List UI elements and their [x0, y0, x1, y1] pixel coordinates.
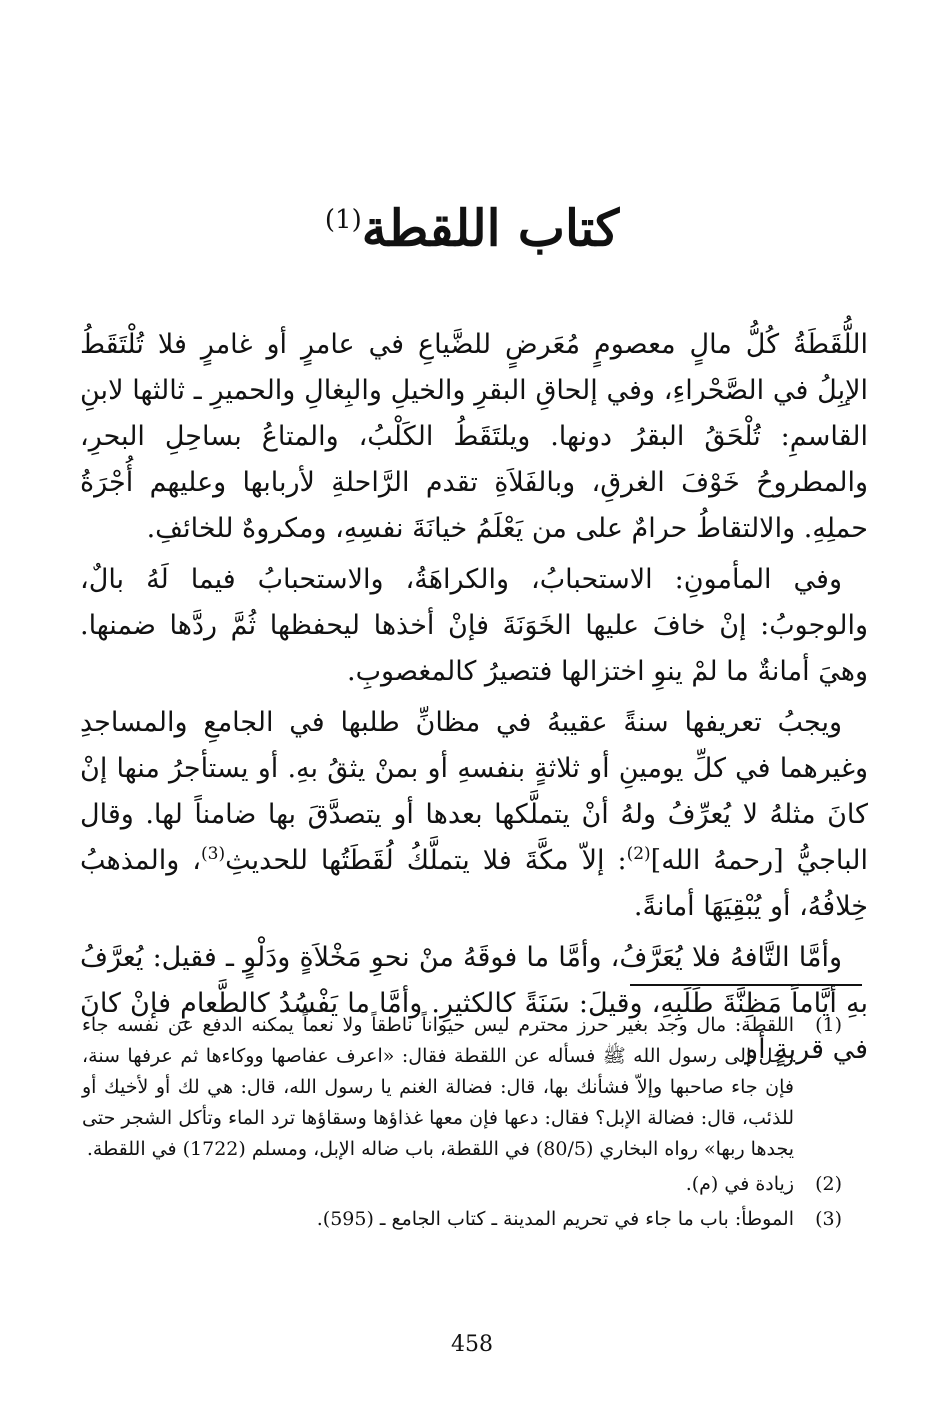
footnote-item — [82, 1204, 842, 1235]
paragraph-text-end: ، والمذهبُ خِلافُهُ، أو يُبْقِيَهَا أمانةً. — [80, 845, 868, 922]
footnote-text: الموطأ: باب ما جاء في تحريم المدينة ـ كتاب الجامع ـ (595). — [316, 1208, 794, 1230]
footnote-number: (3) — [815, 1208, 842, 1230]
footnote-item — [82, 1169, 842, 1200]
footnotes — [82, 1010, 842, 1239]
chapter-title-text: كتاب اللقطة — [361, 198, 620, 258]
paragraph-text: اللُّقَطَةُ كُلُّ مالٍ معصومٍ مُعَرضٍ للضَّياعِ في عامرٍ أو غامرٍ فلا تُلْتَقَطُ الإبِلُ في الصَّحْراءِ، وفي إلحاقِ البقرِ والخيلِ والبِغالِ والحميرِ ـ ثالثها لابنِ القاسمِ: تُلْحَقُ البقرُ دونها. ويلتَقَطُ الكَلْبُ، والمتاعُ بساحِلِ البحرِ، والمطروحُ خَوْفَ الغرقِ، وبالفَلاَةِ تقدم الرَّاحلةِ لأربابها وعليهم أُجْرَةُ حملِهِ. والالتقاطُ حرامٌ على من يَعْلَمُ خيانَةَ نفسِهِ، ومكروهٌ للخائفِ. — [80, 329, 868, 544]
paragraph — [80, 700, 868, 930]
paragraph-text: وفي المأمونِ: الاستحبابُ، والكراهَةُ، والاستحبابُ فيما لَهُ بالٌ، والوجوبُ: إنْ خافَ عليها الخَوَنَةَ فإنْ أخذها ليحفظها ثُمَّ ردَّها ضمنها. وهيَ أمانةٌ ما لمْ ينوِ اختزالها فتصيرُ كالمغصوبِ. — [80, 564, 868, 687]
footnote-separator — [630, 984, 862, 986]
footnote-text: اللقطة: مال وجد بغير حرز محترم ليس حيواناً ناطقاً ولا نعماً يمكنه الدفع عن نفسه جاء رجل إلى رسول الله ﷺ فسأله عن اللقطة فقال: «اعرف عفاصها ووكاءها ثم عرفها سنة، فإن جاء صاحبها وإلاّ فشأنك بها، قال: فضالة الغنم يا رسول الله، قال: هي لك أو لأخيك أو للذئب، قال: فضالة الإبل؟ فقال: دعها فإن معها غذاؤها وسقاؤها ترد الماء وتأكل الشجر حتى يجدها ربها» رواه البخاري (80/5) في اللقطة، باب ضاله الإبل، ومسلم (1722) في اللقطة. — [82, 1014, 794, 1160]
footnote-marker: (3) — [201, 844, 226, 864]
paragraph-text: ويجبُ تعريفها سنةً عقيبهُ في مظانِّ طلبها في الجامعِ والمساجدِ وغيرهما في كلِّ يومينِ أو ثلاثةٍ بنفسهِ أو بمنْ يثقُ بهِ. أو يستأجرُ منها إنْ كانَ مثلهُ لا يُعرِّفُ ولهُ أنْ يتملَّكها بعدها أو يتصدَّقَ بها ضامناً لها. وقال الباجيُّ [رحمهُ الله] — [80, 707, 868, 876]
chapter-title — [0, 180, 944, 269]
paragraph-text: وأمَّا التَّافهُ فلا يُعَرَّفُ، وأمَّا ما فوقَهُ منْ نحوِ مَخْلاَةٍ ودَلْوٍ ـ فقيل: يُعرَّفُ بهِ أيَّاماً مَظِنَّةَ طَلَبِهِ، وقيلَ: سَنَةً كالكثيرِ. وأمَّا ما يَفْسُدُ كالطَّعامِ فإنْ كانَ في قريةٍ أو — [80, 942, 868, 1065]
footnote-item — [82, 1010, 842, 1165]
paragraph — [80, 557, 868, 695]
chapter-footnote-ref: (1) — [324, 205, 362, 235]
page-number: 458 — [451, 1332, 493, 1357]
paragraph — [80, 322, 868, 552]
main-text — [80, 322, 868, 1078]
footnote-marker: (2) — [626, 844, 651, 864]
footnote-text: زيادة في (م). — [685, 1173, 794, 1195]
paragraph-text-continued: : إلاّ مكَّةَ فلا يتملَّكُ لُقَطَتُها للحديثِ — [225, 845, 627, 876]
footnote-number: (1) — [815, 1014, 842, 1036]
footnote-number: (2) — [815, 1173, 842, 1195]
